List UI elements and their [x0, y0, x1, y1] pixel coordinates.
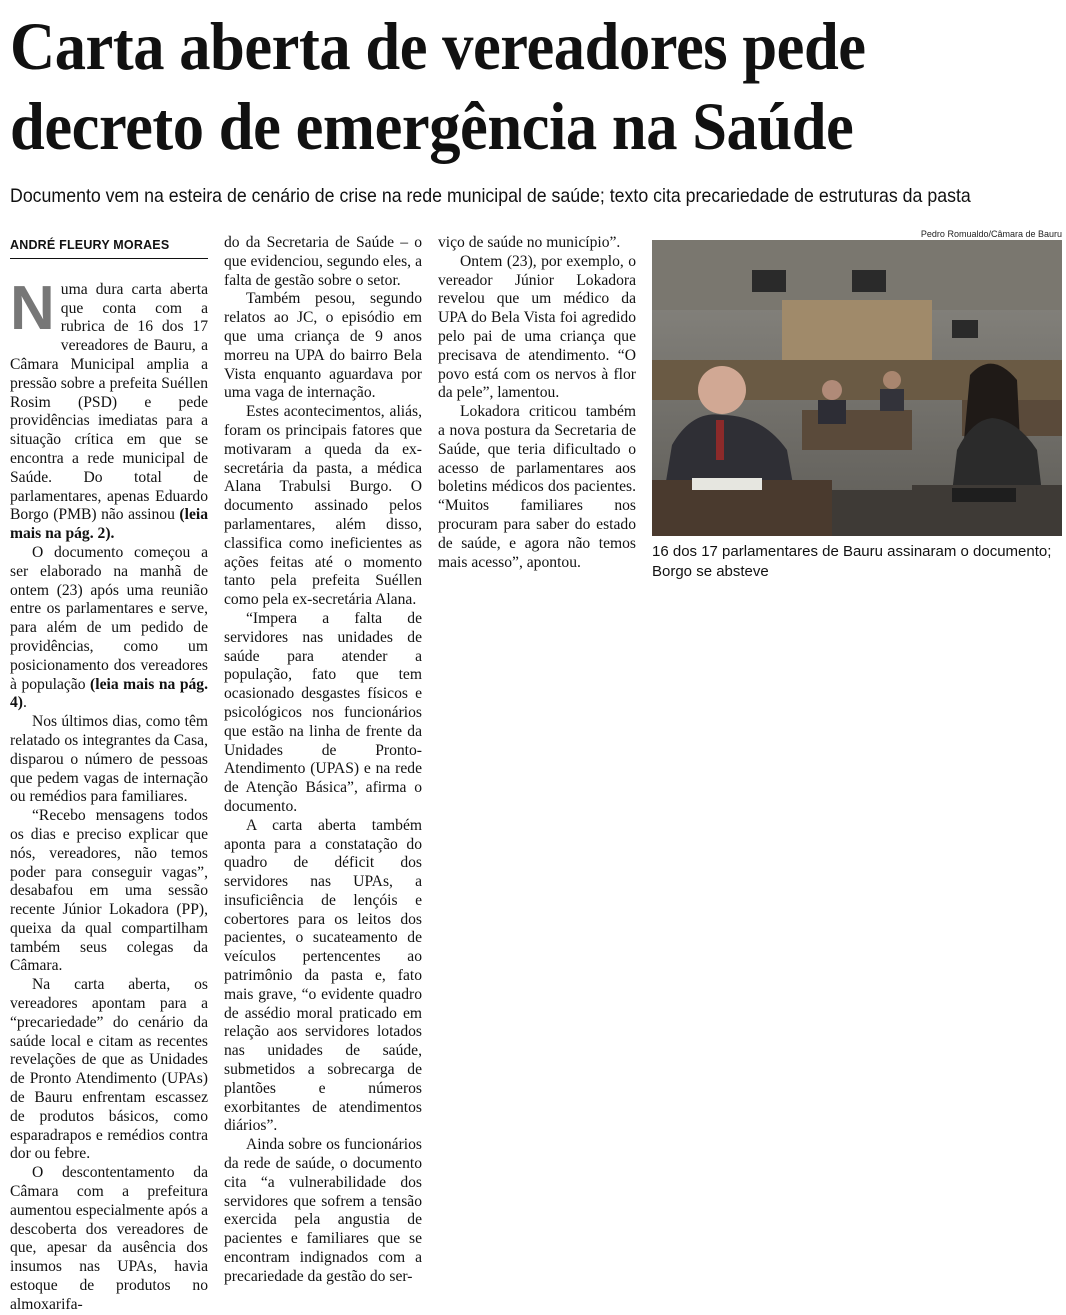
page-reference: (leia mais na pág. 4): [10, 675, 208, 712]
byline: ANDRÉ FLEURY MORAES: [10, 236, 208, 259]
paragraph: O descontentamento da Câmara com a prefeitura aumentou especialmente após a descoberta dos vereadores de que, apesar da ausência dos insumos nas UPAs, havia estoque de produtos no almoxarifa-: [10, 1164, 208, 1313]
headline-line-2: decreto de emergência na Saúde: [10, 88, 854, 164]
article-column-3: [438, 234, 636, 572]
paragraph: A carta aberta também aponta para a constatação do quadro de déficit dos servidores nas UPAs, a insuficiência de lençóis e cobertores para os leitos dos pacientes, o sucateamento de veículos pertencentes ao patrimônio da pasta e, fato mais grave, “o evidente quadro de assédio moral praticado em relação aos servidores lotados nas unidades de saúde, submetidos a sobrecarga de plantões e números exorbitantes de atendimentos diários”.: [224, 816, 422, 1135]
paragraph: viço de saúde no município”.: [438, 234, 621, 251]
article-column-2: [224, 234, 422, 1287]
headline: [10, 6, 976, 166]
headline-line-1: Carta aberta de vereadores pede: [10, 8, 866, 84]
paragraph: “Impera a falta de servidores nas unidades de saúde para atender a população, fato que tem ocasionado desgastes físicos e psicológicos nos funcionários que estão na linha de frente da Unidades de Pronto-Atendimento (UPAS) e na rede de Atenção Básica”, afirma o documento.: [224, 609, 422, 815]
paragraph: [10, 544, 208, 713]
paragraph: Estes acontecimentos, aliás, foram os principais fatores que motivaram a queda da ex-secretária da pasta, a médica Alana Trabulsi Burgo. O documento assinado pelos parlamentares, além disso, classifica como ineficientes as ações feitas até o momento tanto pela prefeita Suéllen como pela ex-secretária Alana.: [224, 403, 422, 609]
page-reference: (leia mais na pág. 2).: [10, 506, 208, 543]
drop-cap: N: [10, 273, 55, 343]
paragraph: do da Secretaria de Saúde – o que evidenciou, segundo eles, a falta de gestão sobre o setor.: [224, 234, 422, 289]
article-column-1: [10, 236, 208, 1315]
paragraph-text: .: [23, 694, 27, 712]
paragraph: Ainda sobre os funcionários da rede de saúde, o documento cita “a vulnerabilidade dos servidores que sofrem a tensão exercida pela angustia de pacientes e familiares que se encontram indignados com a precariedade da gestão do ser-: [224, 1136, 422, 1285]
paragraph: Ontem (23), por exemplo, o vereador Júnior Lokadora revelou que um médico da UPA do Bela Vista foi agredido pelo pai de uma criança que precisava de atendimento. “O povo está com os nervos à flor da pele”, lamentou.: [438, 252, 636, 402]
council-session-photo: [652, 240, 1062, 536]
subheadline: Documento vem na esteira de cenário de crise na rede municipal de saúde; texto cita precariedade de estruturas da pasta: [10, 185, 971, 207]
photo-credit: Pedro Romualdo/Câmara de Bauru: [920, 229, 1062, 239]
paragraph-text: uma dura carta aberta que conta com a rubrica de 16 dos 17 vereadores de Bauru, a Câmara Municipal amplia a pressão sobre a prefeita Suéllen Rosim (PSD) e pede providências imediatas para a situação crítica em que se encontra a rede municipal de Saúde. Do total de parlamentares, apenas Eduardo Borgo (PMB) não assinou: [10, 280, 208, 524]
paragraph: Também pesou, segundo relatos ao JC, o episódio em que uma criança de 9 anos morreu na UPA do bairro Bela Vista enquanto aguardava por uma vaga de internação.: [224, 290, 422, 402]
paragraph: Lokadora criticou também a nova postura da Secretaria de Saúde, que teria dificultado o acesso de parlamentares aos boletins médicos dos pacientes. “Muitos familiares nos procuram para saber do estado de saúde, e agora não temos mais acesso”, apontou.: [438, 403, 636, 571]
council-chamber-illustration: [652, 240, 1062, 536]
paragraph: [10, 273, 208, 544]
paragraph: “Recebo mensagens todos os dias e preciso explicar que nós, vereadores, não temos poder para conseguir vagas”, desabafou em uma sessão recente Júnior Lokadora (PP), queixa da qual compartilham também seus colegas da Câmara.: [10, 807, 208, 975]
paragraph: Nos últimos dias, como têm relatado os integrantes da Casa, disparou o número de pessoas que pedem vagas de internação ou remédios para familiares.: [10, 713, 208, 806]
photo-caption: 16 dos 17 parlamentares de Bauru assinaram o documento; Borgo se absteve: [652, 543, 1052, 580]
paragraph: Na carta aberta, os vereadores apontam para a “precariedade” do cenário da saúde local e citam as recentes revelações de que as Unidades de Pronto Atendimento (UPAs) de Bauru enfrentam escassez de produtos básicos, como esparadrapos e remédios contra dor ou febre.: [10, 976, 208, 1163]
paragraph-text: O documento começou a ser elaborado na manhã de ontem (23) após uma reunião entre os parlamentares e serve, para além de um pedido de providências, como um posicionamento dos vereadores à população: [10, 543, 208, 693]
